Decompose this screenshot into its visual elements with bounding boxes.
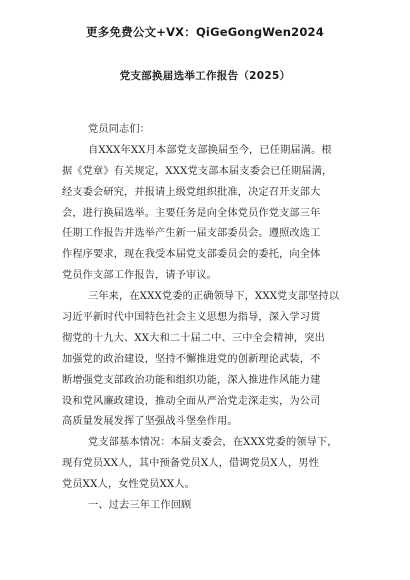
body-line: 经支委会研究，并报请上级党组织批准，决定召开支部大 (62, 186, 321, 198)
body-line: 一、过去三年工作回顾 (88, 500, 192, 512)
body-line: 现有党员XX人，其中预备党员X人，借调党员X人，男性 (62, 458, 320, 470)
body-line: 会，进行换届选举。主要任务是向全体党员作党支部三年 (62, 207, 321, 219)
body-line: 党支部基本情况：本届支委会，在XXX党委的领导下， (88, 437, 338, 449)
body-line: 彻党的十九大、XX大和二十届二中、三中全会精神，突出 (62, 332, 325, 344)
body-line: 党员作支部工作报告，请予审议。 (62, 270, 218, 282)
body-line: 据《党章》有关规定，XXX党支部本届支委会已任期届满， (62, 165, 333, 177)
body-line: 加强党的政治建设，坚持不懈推进党的创新理论武装，不 (62, 353, 321, 365)
document-title: 党支部换届选举工作报告（2025） (119, 70, 291, 82)
document-body (62, 120, 352, 517)
body-line: 断增强党支部政治功能和组织功能，深入推进作风能力建 (62, 374, 321, 386)
body-line: 自XXX年XX月本部党支部换届至今，已任期届满。根 (88, 144, 332, 156)
body-line: 作程序要求，现在我受本届党支部委员会的委托，向全体 (62, 249, 321, 261)
header-note: 更多免费公文+VX：QiGeGongWen2024 (86, 25, 324, 39)
body-line: 任期工作报告并选举产生新一届支部委员会。遵照改选工 (62, 228, 321, 240)
body-line: 三年来，在XXX党委的正确领导下，XXX党支部坚持以 (88, 291, 340, 303)
body-line: 设和党风廉政建设，推动全面从严治党走深走实，为公司 (62, 395, 321, 407)
body-line: 高质量发展发挥了坚强战斗堡垒作用。 (62, 416, 238, 428)
body-line: 党员同志们： (88, 124, 151, 135)
body-line: 党员XX人，女性党员XX人。 (62, 479, 195, 491)
body-line: 习近平新时代中国特色社会主义思想为指导，深入学习贯 (62, 312, 321, 324)
